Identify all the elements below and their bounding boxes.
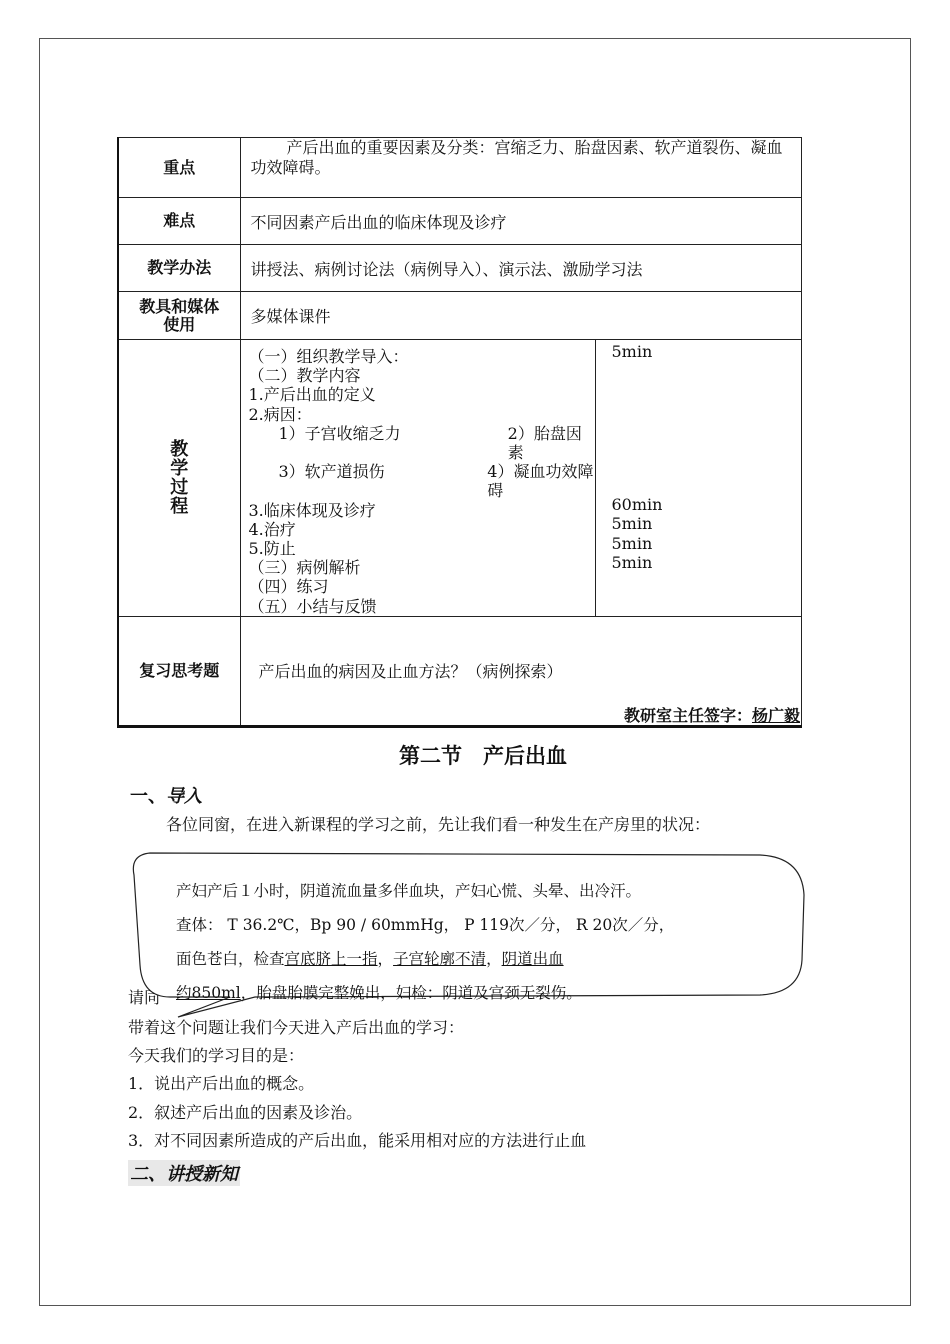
row-content-methods: 讲授法、病例讨论法（病例导入）、演示法、激励学习法: [240, 245, 801, 292]
process-line: （五）小结与反馈: [248, 596, 377, 616]
new-knowledge-heading: 二、讲授新知: [128, 1160, 240, 1186]
row-label-media: 教具和媒体使用: [118, 292, 240, 340]
row-label-methods: 教学办法: [118, 245, 240, 292]
case-description: [176, 874, 776, 1010]
question-line: 带着这个问题让我们今天进入产后出血的学习：: [128, 1018, 465, 1037]
goals-intro: 今天我们的学习目的是：: [128, 1046, 305, 1065]
process-line: 5.防止: [248, 539, 296, 559]
process-line: 2.病因：: [248, 404, 312, 424]
underlined-finding: 子宫轮廓不清: [393, 950, 487, 968]
row-content-difficulties: 不同因素产后出血的临床体现及诊疗: [240, 198, 801, 245]
row-label-process: [118, 340, 240, 617]
intro-heading: [130, 782, 202, 808]
case-line: 产妇产后１小时，阴道流血量多伴血块，产妇心慌、头晕、出冷汗。: [176, 882, 642, 900]
table-row: [118, 245, 801, 292]
intro-heading-number: 一、: [130, 786, 166, 807]
time-value: 60min: [611, 495, 663, 515]
cause-item: 4）凝血功效障碍: [487, 462, 594, 501]
underlined-finding: 850ml: [191, 984, 241, 1002]
process-label: 教学过程: [170, 438, 189, 517]
cause-item: 1）子宫收缩乏力: [278, 423, 401, 443]
row-content-media: 多媒体课件: [240, 292, 801, 340]
process-content: [240, 340, 595, 617]
cause-item: 2）胎盘因素: [507, 423, 582, 463]
underlined-finding: 宫底脐上一指: [284, 950, 378, 968]
time-value: 5min: [611, 552, 653, 572]
goal-item: 3．对不同因素所造成的产后出血，能采用相对应的方法进行止血: [128, 1131, 587, 1150]
row-content-key-points: [240, 138, 801, 198]
row-label-key-points: 重点: [118, 138, 240, 198]
case-line: 约850ml，胎盘胎膜完整娩出，妇检：阴道及宫颈无裂伤。: [176, 984, 582, 1002]
goal-item: 2．叙述产后出血的因素及诊治。: [128, 1103, 363, 1122]
table-row: [118, 292, 801, 340]
process-line: （三）病例解析: [248, 558, 361, 578]
underlined-finding: 阴道出血: [501, 950, 564, 968]
process-line: （一）组织教学导入：: [248, 347, 409, 366]
process-line: （四）练习: [248, 577, 329, 597]
section-title: 第二节 产后出血: [399, 744, 567, 768]
process-line: （二）教学内容: [248, 366, 361, 386]
cause-item: 3）软产道损伤: [278, 462, 385, 482]
case-line: 面色苍白，检查宫底脐上一指，子宫轮廓不清，阴道出血: [176, 950, 564, 968]
time-value: 5min: [611, 514, 653, 534]
signature-label: 教研室主任签字：: [623, 706, 752, 725]
cause-row: [249, 462, 595, 500]
process-line: 3.临床体现及诊疗: [248, 500, 376, 520]
time-value: 5min: [611, 533, 653, 553]
goal-item: 1．说出产后出血的概念。: [128, 1074, 315, 1093]
signature-line: [0, 703, 800, 726]
case-line: 查体： T 36.2℃，Bp 90 / 60mmHg， P 119次／分， R 20次／分，: [176, 916, 675, 934]
intro-heading-text: 导入: [166, 786, 202, 807]
row-content-review: 产后出血的病因及止血方法？（病例探索）: [240, 616, 801, 726]
obscured-line: 请同: [128, 988, 161, 1007]
time-column: [595, 340, 801, 617]
key-points-text: 产后出血的重要因素及分类：宫缩乏力、胎盘因素、软产道裂伤、凝血功效障碍。: [250, 138, 783, 177]
cause-row: [249, 424, 595, 462]
row-label-difficulties: 难点: [118, 198, 240, 245]
signature-name: 杨广毅: [751, 706, 800, 725]
table-row: [118, 138, 801, 198]
table-row: [118, 198, 801, 245]
table-row: [118, 340, 801, 617]
process-line: 1.产后出血的定义: [248, 385, 376, 405]
process-line: 4.治疗: [248, 519, 296, 539]
time-value: 5min: [611, 342, 653, 361]
intro-paragraph: 各位同窗，在进入新课程的学习之前，先让我们看一种发生在产房里的状况：: [166, 815, 711, 834]
lesson-plan-table: [117, 137, 802, 728]
row-label-review: 复习思考题: [118, 616, 240, 726]
